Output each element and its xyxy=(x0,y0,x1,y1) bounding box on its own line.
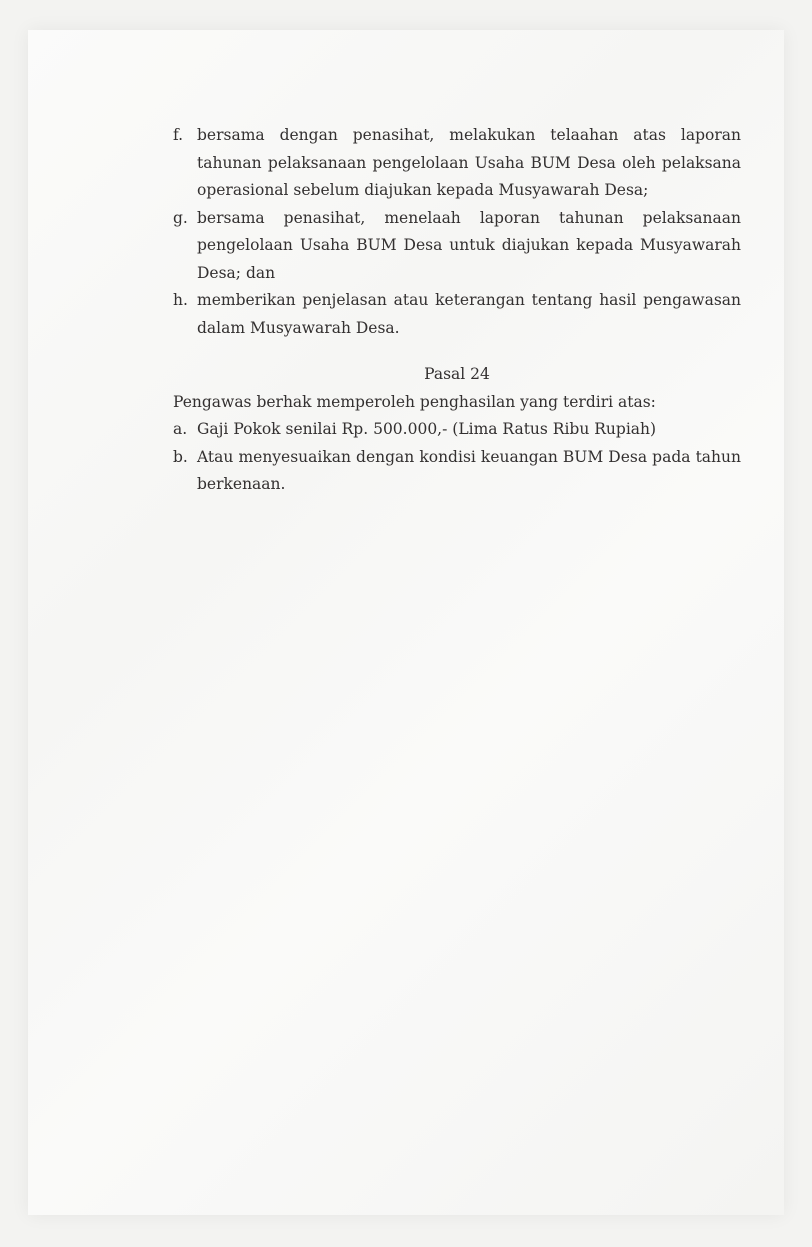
list-marker: a. xyxy=(173,420,188,438)
list-item-text: Gaji Pokok senilai Rp. 500.000,- (Lima Ratus Ribu Rupiah) xyxy=(197,420,657,438)
list-item-a xyxy=(173,416,741,444)
list-item-f xyxy=(173,122,741,205)
list-item-b xyxy=(173,444,741,499)
article-heading: Pasal 24 xyxy=(424,365,490,383)
list-marker: b. xyxy=(173,447,188,466)
list-item-h xyxy=(173,287,741,342)
document-page xyxy=(28,30,784,1215)
article-intro: Pengawas berhak memperoleh penghasilan yang terdiri atas: xyxy=(173,392,656,411)
list-marker: h. xyxy=(173,291,188,309)
list-item-g xyxy=(173,205,741,288)
list-item-text: bersama dengan penasihat, melakukan telaahan atas laporan tahunan pelaksanaan pengelolaan Usaha BUM Desa oleh pelaksana operasional sebelum diajukan kepada Musyawarah Desa; xyxy=(197,126,741,199)
document-content xyxy=(173,122,741,499)
list-marker: f. xyxy=(173,126,184,144)
list-item-text: bersama penasihat, menelaah laporan tahunan pelaksanaan pengelolaan Usaha BUM Desa untuk diajukan kepada Musyawarah Desa; dan xyxy=(197,208,741,282)
list-item-text: memberikan penjelasan atau keterangan tentang hasil pengawasan dalam Musyawarah Desa. xyxy=(197,291,741,337)
list-marker: g. xyxy=(173,208,188,227)
list-item-text: Atau menyesuaikan dengan kondisi keuangan BUM Desa pada tahun berkenaan. xyxy=(197,447,741,493)
